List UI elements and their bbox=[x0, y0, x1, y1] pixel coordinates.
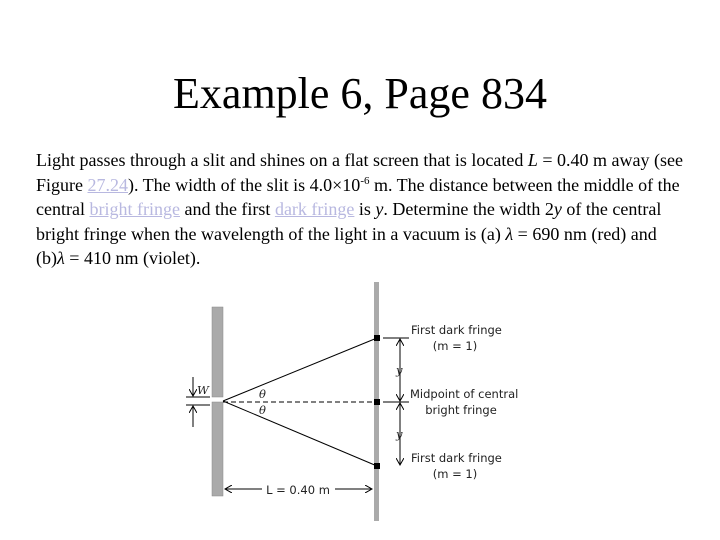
var-y: y bbox=[553, 199, 562, 219]
top-m: (m = 1) bbox=[432, 339, 478, 353]
distance-label: L = 0.40 m bbox=[266, 483, 330, 497]
text: = 410 nm (violet). bbox=[64, 248, 201, 268]
var-y: y bbox=[375, 199, 384, 219]
text: = 690 nm (red) and (b) bbox=[36, 223, 657, 268]
text: . Determine the width 2 bbox=[383, 199, 554, 219]
text: ). The width of the slit is 4.0×10 bbox=[128, 174, 361, 195]
lambda: λ bbox=[505, 223, 514, 244]
top-label: First dark fringe bbox=[411, 323, 502, 337]
bright-fringe-link[interactable]: bright fringe bbox=[89, 199, 180, 219]
slit-wall-bottom bbox=[212, 402, 223, 496]
slide-title: Example 6, Page 834 bbox=[173, 69, 547, 118]
ray-top bbox=[223, 338, 377, 401]
fringe-dot-bottom bbox=[374, 463, 380, 469]
text: is bbox=[354, 199, 376, 219]
figure-link[interactable]: 27.24 bbox=[87, 174, 128, 195]
y-label-top: y bbox=[396, 363, 403, 377]
dark-fringe-link[interactable]: dark fringe bbox=[274, 199, 355, 219]
mid-label-1: Midpoint of central bbox=[410, 387, 519, 401]
text: and the first bbox=[179, 199, 275, 219]
bottom-label: First dark fringe bbox=[411, 451, 502, 465]
bottom-m: (m = 1) bbox=[432, 467, 478, 481]
theta-bottom: θ bbox=[259, 403, 266, 417]
text: of the central bright fringe when the wavelength of the light in a vacuum is (a) bbox=[36, 199, 662, 244]
theta-top: θ bbox=[259, 387, 266, 401]
text: = 0.40 m away (see Figure bbox=[36, 150, 684, 195]
fringe-dot-mid bbox=[374, 399, 380, 405]
lambda: λ bbox=[57, 248, 65, 268]
exponent: -6 bbox=[360, 174, 370, 187]
ray-bottom bbox=[223, 401, 377, 466]
fringe-dot-top bbox=[374, 335, 380, 341]
var-L: L bbox=[527, 150, 538, 170]
y-label-bottom: y bbox=[396, 427, 403, 441]
w-label: W bbox=[197, 383, 209, 397]
text: Light passes through a slit and shines on a flat screen that is located bbox=[36, 150, 528, 170]
slit-wall-top bbox=[212, 307, 223, 397]
mid-label-2: bright fringe bbox=[425, 403, 497, 417]
text: m. The distance between the middle of the central bbox=[36, 174, 680, 219]
